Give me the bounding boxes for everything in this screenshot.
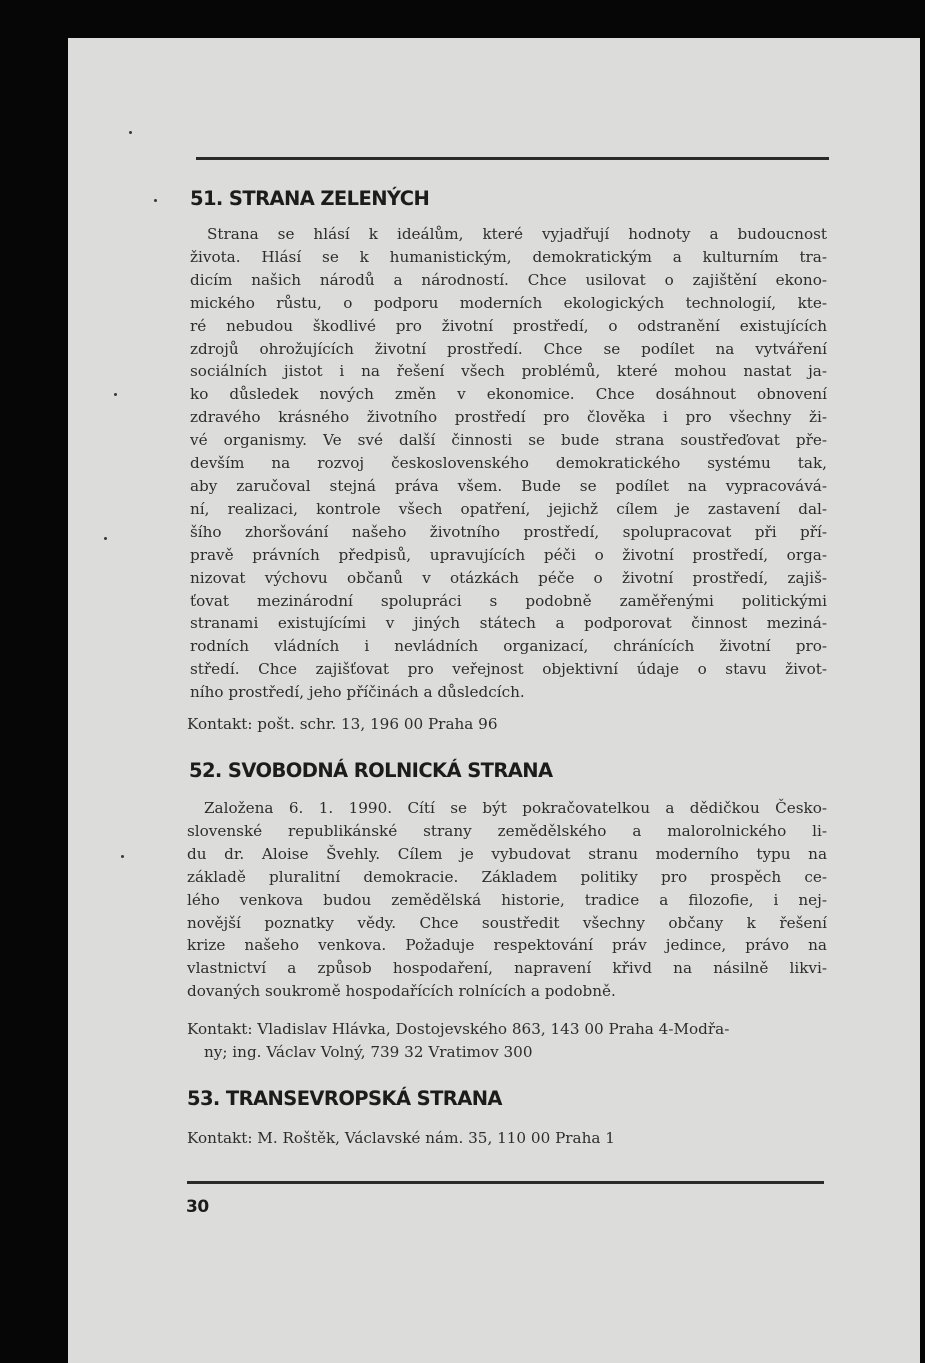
contact-line: ny; ing. Václav Volný, 739 32 Vratimov 300 [204, 1042, 533, 1061]
section-52-contact [187, 1018, 729, 1064]
top-rule [196, 157, 829, 160]
body-line: krize našeho venkova. Požaduje respektování práv jedince, právo na [187, 936, 827, 955]
body-line: devším na rozvoj československého demokratického systému tak, [190, 454, 827, 473]
body-line: ní, realizaci, kontrole všech opatření, jejichž cílem je zastavení dal- [190, 499, 827, 518]
body-line: aby zaručoval stejná práva všem. Bude se podílet na vypracovává- [190, 476, 827, 495]
section-52-heading: 52. SVOBODNÁ ROLNICKÁ STRANA [189, 759, 553, 782]
body-line: šího zhoršování našeho životního prostředí, spolupracovat při pří- [190, 522, 827, 541]
body-line: stranami existujícími v jiných státech a podporovat činnost meziná- [190, 614, 827, 633]
body-line: vé organismy. Ve své další činnosti se bude strana soustřeďovat pře- [190, 431, 827, 450]
contact-line: Kontakt: pošt. schr. 13, 196 00 Praha 96 [187, 715, 498, 733]
contact-line: Kontakt: M. Roštěk, Václavské nám. 35, 110 00 Praha 1 [187, 1129, 615, 1147]
scan-speck [104, 537, 107, 540]
body-line: novější poznatky vědy. Chce soustředit všechny občany k řešení [187, 913, 827, 932]
body-line: mického růstu, o podporu moderních ekologických technologií, kte- [190, 293, 827, 312]
scan-speck [154, 199, 157, 202]
scan-speck [129, 131, 132, 134]
section-52-body [187, 797, 827, 1003]
body-line: středí. Chce zajišťovat pro veřejnost objektivní údaje o stavu život- [190, 660, 827, 679]
body-line: ního prostředí, jeho příčinách a důsledcích. [190, 683, 525, 702]
body-line: ré nebudou škodlivé pro životní prostředí, o odstranění existujících [190, 316, 827, 335]
body-line: života. Hlásí se k humanistickým, demokratickým a kulturním tra- [190, 247, 827, 266]
body-line: vlastnictví a způsob hospodaření, napravení křivd na násilně likvi- [187, 959, 827, 978]
body-line: dovaných soukromě hospodařících rolnících a podobně. [187, 982, 616, 1001]
body-line: zdrojů ohrožujících životní prostředí. Chce se podílet na vytváření [190, 339, 827, 358]
body-line: lého venkova budou zemědělská historie, tradice a filozofie, i nej- [187, 890, 827, 909]
body-line: sociálních jistot i na řešení všech problémů, které mohou nastat ja- [190, 362, 827, 381]
body-line: du dr. Aloise Švehly. Cílem je vybudovat stranu moderního typu na [187, 844, 827, 863]
body-line: nizovat výchovu občanů v otázkách péče o životní prostředí, zajiš- [190, 568, 827, 587]
body-line: slovenské republikánské strany zemědělského a malorolnického li- [187, 821, 827, 840]
body-line: rodních vládních i nevládních organizací, chránících životní pro- [190, 637, 827, 656]
section-53-contact [187, 1127, 615, 1150]
body-line: ko důsledek nových změn v ekonomice. Chce dosáhnout obnovení [190, 385, 827, 404]
body-line: Strana se hlásí k ideálům, které vyjadřují hodnoty a budoucnost [207, 225, 827, 243]
body-line: pravě právních předpisů, upravujících péči o životní prostředí, orga- [190, 545, 827, 564]
body-line: základě pluralitní demokracie. Základem politiky pro prospěch ce- [187, 867, 827, 886]
scan-speck [121, 855, 124, 858]
section-51-contact [187, 713, 498, 736]
bottom-rule [187, 1181, 824, 1184]
body-line: ťovat mezinárodní spolupráci s podobně zaměřenými politickými [190, 591, 827, 610]
contact-line: Kontakt: Vladislav Hlávka, Dostojevského 863, 143 00 Praha 4-Modřa- [187, 1020, 730, 1038]
body-line: dicím našich národů a národností. Chce usilovat o zajištění ekono- [190, 270, 827, 289]
body-line: Založena 6. 1. 1990. Cítí se být pokračovatelkou a dědičkou Česko- [204, 799, 827, 817]
section-51-heading: 51. STRANA ZELENÝCH [190, 187, 430, 210]
body-line: zdravého krásného životního prostředí pro člověka i pro všechny ži- [190, 408, 827, 427]
scan-speck [114, 393, 117, 396]
section-51-body [190, 223, 827, 704]
page-number: 30 [186, 1197, 209, 1217]
section-53-heading: 53. TRANSEVROPSKÁ STRANA [187, 1087, 502, 1110]
